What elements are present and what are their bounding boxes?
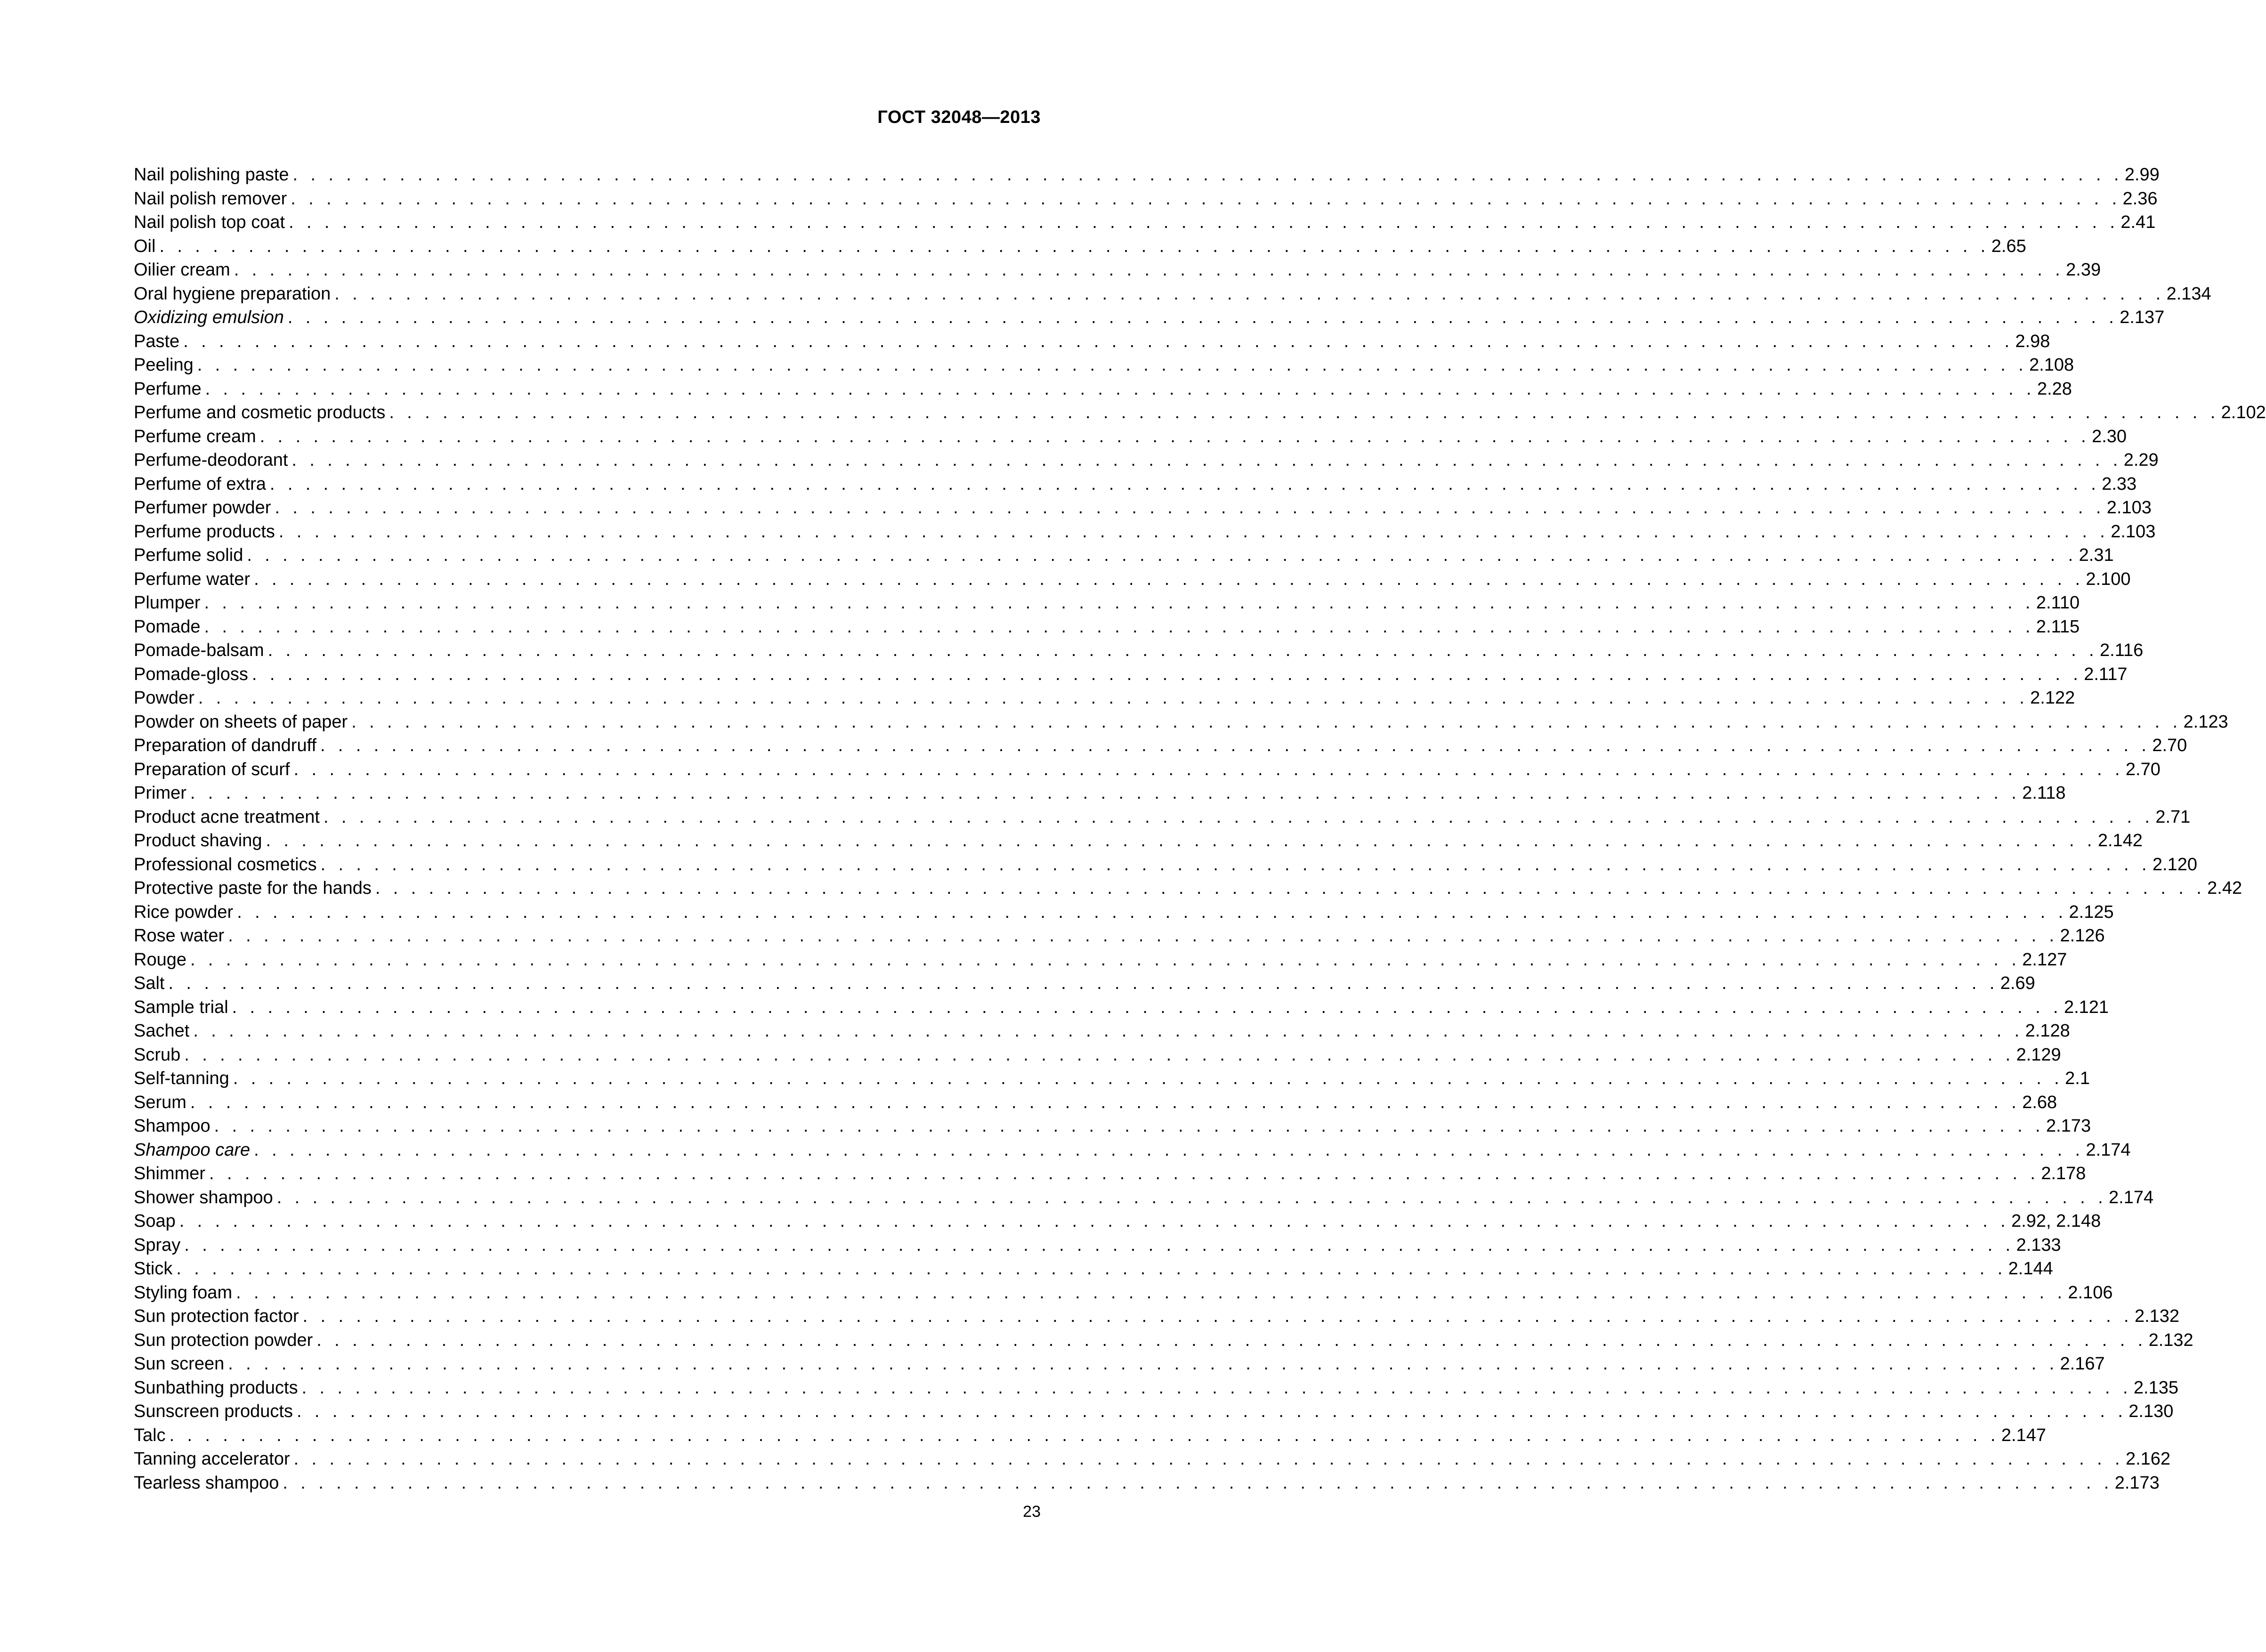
index-entry-reference: 2.133	[2016, 1235, 2061, 1255]
index-entry-reference: 2.134	[2166, 283, 2211, 304]
index-entry-reference: 2.173	[2114, 1473, 2160, 1493]
index-entry	[134, 567, 2131, 591]
dot-leader: . . . . . . . . . . . . . . . . . . . . . . . . . . . . . . . . . . . . . . . . . . . . . . . . . . . . . . . . . . . . . . . . . . . . . . . . . . . . . . . . . . . . . . . . . . . . . . . . . . . . . . .	[389, 403, 2219, 422]
index-entry	[134, 996, 2109, 1020]
index-entry	[134, 900, 2114, 924]
index-entry-term: Preparation of scurf	[134, 759, 290, 779]
index-entry-reference: 2.1	[2065, 1069, 2090, 1088]
dot-leader: . . . . . . . . . . . . . . . . . . . . . . . . . . . . . . . . . . . . . . . . . . . . . . . . . . . . . . . . . . . . . . . . . . . . . . . . . . . . . . . . . . . . . . . . . . . . . . . . . . . . . . .	[184, 1235, 2015, 1255]
index-entry	[134, 306, 2165, 330]
dot-leader: . . . . . . . . . . . . . . . . . . . . . . . . . . . . . . . . . . . . . . . . . . . . . . . . . . . . . . . . . . . . . . . . . . . . . . . . . . . . . . . . . . . . . . . . . . . . . . . . . . . . . . .	[197, 355, 2028, 375]
index-entry	[134, 1376, 2178, 1400]
index-entry-reference: 2.173	[2046, 1116, 2091, 1136]
dot-leader: . . . . . . . . . . . . . . . . . . . . . . . . . . . . . . . . . . . . . . . . . . . . . . . . . . . . . . . . . . . . . . . . . . . . . . . . . . . . . . . . . . . . . . . . . . . . . . . . . . . . . . .	[316, 1330, 2147, 1350]
index-entry	[134, 1400, 2174, 1424]
dot-leader: . . . . . . . . . . . . . . . . . . . . . . . . . . . . . . . . . . . . . . . . . . . . . . . . . . . . . . . . . . . . . . . . . . . . . . . . . . . . . . . . . . . . . . . . . . . . . . . . . . . . . . .	[278, 521, 2109, 542]
index-entry-reference: 2.29	[2123, 450, 2159, 470]
index-entry-reference: 2.147	[2001, 1425, 2046, 1445]
index-entry-term: Salt	[134, 973, 165, 993]
index-entry-term: Powder	[134, 688, 194, 708]
index-entry-term: Sunbathing products	[134, 1377, 298, 1398]
index-entry-reference: 2.174	[2109, 1187, 2154, 1207]
index-entry-term: Pomade-gloss	[134, 664, 248, 684]
index-entry-term: Pomade	[134, 616, 201, 637]
index-entry	[134, 829, 2143, 853]
index-entry-term: Scrub	[134, 1045, 181, 1065]
index-entry-reference: 2.102	[2221, 403, 2266, 422]
index-entry	[134, 448, 2159, 472]
index-entry	[134, 1209, 2101, 1233]
index-entry-reference: 2.69	[2000, 973, 2035, 993]
index-entry-reference: 2.130	[2128, 1401, 2174, 1421]
dot-leader: . . . . . . . . . . . . . . . . . . . . . . . . . . . . . . . . . . . . . . . . . . . . . . . . . . . . . . . . . . . . . . . . . . . . . . . . . . . . . . . . . . . . . . . . . . . . . . . . . . . . . . .	[302, 1306, 2133, 1326]
index-entry-reference: 2.33	[2102, 474, 2137, 494]
index-entry	[134, 425, 2127, 449]
index-entry	[134, 1281, 2113, 1305]
dot-leader: . . . . . . . . . . . . . . . . . . . . . . . . . . . . . . . . . . . . . . . . . . . . . . . . . . . . . . . . . . . . . . . . . . . . . . . . . . . . . . . . . . . . . . . . . . . . . . . . . . . . . . .	[351, 712, 2182, 732]
index-entry-reference: 2.135	[2133, 1377, 2178, 1398]
index-entry	[134, 734, 2187, 758]
index-entry-term: Professional cosmetics	[134, 854, 317, 875]
index-entry	[134, 1447, 2171, 1471]
index-entry-reference: 2.92, 2.148	[2011, 1211, 2101, 1231]
index-entry-reference: 2.116	[2100, 640, 2144, 660]
index-entry-term: Shower shampoo	[134, 1187, 273, 1207]
index-entry	[134, 282, 2211, 306]
index-entry	[134, 235, 2026, 259]
index-entry-reference: 2.118	[2022, 783, 2066, 803]
index-entry-reference: 2.125	[2069, 902, 2114, 922]
index-entry	[134, 1352, 2105, 1376]
index-entry	[134, 876, 2242, 900]
dot-leader: . . . . . . . . . . . . . . . . . . . . . . . . . . . . . . . . . . . . . . . . . . . . . . . . . . . . . . . . . . . . . . . . . . . . . . . . . . . . . . . . . . . . . . . . . . . . . . . . . . . . . . .	[179, 1211, 2010, 1231]
index-entry-reference: 2.132	[2148, 1330, 2193, 1350]
dot-leader: . . . . . . . . . . . . . . . . . . . . . . . . . . . . . . . . . . . . . . . . . . . . . . . . . . . . . . . . . . . . . . . . . . . . . . . . . . . . . . . . . . . . . . . . . . . . . . . . . . . . . . .	[169, 1425, 1999, 1445]
dot-leader: . . . . . . . . . . . . . . . . . . . . . . . . . . . . . . . . . . . . . . . . . . . . . . . . . . . . . . . . . . . . . . . . . . . . . . . . . . . . . . . . . . . . . . . . . . . . . . . . . . . . . . .	[176, 1259, 2007, 1279]
index-entry	[134, 211, 2156, 235]
dot-leader: . . . . . . . . . . . . . . . . . . . . . . . . . . . . . . . . . . . . . . . . . . . . . . . . . . . . . . . . . . . . . . . . . . . . . . . . . . . . . . . . . . . . . . . . . . . . . . . . . . . . . . .	[184, 1045, 2015, 1065]
dot-leader: . . . . . . . . . . . . . . . . . . . . . . . . . . . . . . . . . . . . . . . . . . . . . . . . . . . . . . . . . . . . . . . . . . . . . . . . . . . . . . . . . . . . . . . . . . . . . . . . . . . . . . .	[296, 1401, 2127, 1421]
index-entry-reference: 2.115	[2036, 616, 2080, 637]
dot-leader: . . . . . . . . . . . . . . . . . . . . . . . . . . . . . . . . . . . . . . . . . . . . . . . . . . . . . . . . . . . . . . . . . . . . . . . . . . . . . . . . . . . . . . . . . . . . . . . . . . . . . . .	[234, 260, 2064, 280]
dot-leader: . . . . . . . . . . . . . . . . . . . . . . . . . . . . . . . . . . . . . . . . . . . . . . . . . . . . . . . . . . . . . . . . . . . . . . . . . . . . . . . . . . . . . . . . . . . . . . . . . . . . . . .	[375, 878, 2206, 898]
index-entry-reference: 2.36	[2122, 188, 2158, 209]
index-entry-reference: 2.106	[2068, 1282, 2113, 1303]
index-entry-reference: 2.178	[2041, 1164, 2086, 1183]
index-entry-reference: 2.100	[2086, 569, 2131, 589]
dot-leader: . . . . . . . . . . . . . . . . . . . . . . . . . . . . . . . . . . . . . . . . . . . . . . . . . . . . . . . . . . . . . . . . . . . . . . . . . . . . . . . . . . . . . . . . . . . . . . . . . . . . . . .	[324, 807, 2154, 827]
index-entry-reference: 2.129	[2016, 1045, 2061, 1065]
index-entry-term: Serum	[134, 1092, 186, 1112]
dot-leader: . . . . . . . . . . . . . . . . . . . . . . . . . . . . . . . . . . . . . . . . . . . . . . . . . . . . . . . . . . . . . . . . . . . . . . . . . . . . . . . . . . . . . . . . . . . . . . . . . . . . . . .	[233, 1069, 2064, 1088]
index-entry-term: Stick	[134, 1259, 173, 1279]
dot-leader: . . . . . . . . . . . . . . . . . . . . . . . . . . . . . . . . . . . . . . . . . . . . . . . . . . . . . . . . . . . . . . . . . . . . . . . . . . . . . . . . . . . . . . . . . . . . . . . . . . . . . . .	[236, 1282, 2066, 1303]
index-entry-reference: 2.144	[2008, 1259, 2053, 1279]
index-entry-term: Self-tanning	[134, 1069, 229, 1088]
index-entry-term: Nail polishing paste	[134, 165, 289, 185]
dot-leader: . . . . . . . . . . . . . . . . . . . . . . . . . . . . . . . . . . . . . . . . . . . . . . . . . . . . . . . . . . . . . . . . . . . . . . . . . . . . . . . . . . . . . . . . . . . . . . . . . . . . . . .	[190, 1092, 2021, 1112]
index-entry-term: Tanning accelerator	[134, 1449, 290, 1469]
index-entry-reference: 2.103	[2106, 498, 2152, 518]
index-entry-reference: 2.108	[2029, 355, 2074, 375]
index-entry-term: Soap	[134, 1211, 176, 1231]
dot-leader: . . . . . . . . . . . . . . . . . . . . . . . . . . . . . . . . . . . . . . . . . . . . . . . . . . . . . . . . . . . . . . . . . . . . . . . . . . . . . . . . . . . . . . . . . . . . . . . . . . . . . . .	[287, 308, 2118, 327]
index-entry-reference: 2.103	[2111, 521, 2156, 542]
index-entry	[134, 401, 2266, 425]
index-entry	[134, 353, 2074, 377]
index-entry	[134, 377, 2072, 401]
dot-leader: . . . . . . . . . . . . . . . . . . . . . . . . . . . . . . . . . . . . . . . . . . . . . . . . . . . . . . . . . . . . . . . . . . . . . . . . . . . . . . . . . . . . . . . . . . . . . . . . . . . . . . .	[293, 1449, 2124, 1469]
index-entry	[134, 805, 2191, 829]
dot-leader: . . . . . . . . . . . . . . . . . . . . . . . . . . . . . . . . . . . . . . . . . . . . . . . . . . . . . . . . . . . . . . . . . . . . . . . . . . . . . . . . . . . . . . . . . . . . . . . . . . . . . . .	[301, 1377, 2132, 1398]
index-entry	[134, 948, 2067, 972]
dot-leader: . . . . . . . . . . . . . . . . . . . . . . . . . . . . . . . . . . . . . . . . . . . . . . . . . . . . . . . . . . . . . . . . . . . . . . . . . . . . . . . . . . . . . . . . . . . . . . . . . . . . . . .	[254, 1140, 2084, 1160]
index-entry	[134, 639, 2144, 663]
index-entry-reference: 2.110	[2036, 593, 2080, 613]
index-entry-reference: 2.162	[2125, 1449, 2171, 1469]
index-entry-reference: 2.123	[2183, 712, 2228, 732]
document-header-title: ГОСТ 32048—2013	[877, 107, 1041, 127]
index-entry-term: Product acne treatment	[134, 807, 320, 827]
dot-leader: . . . . . . . . . . . . . . . . . . . . . . . . . . . . . . . . . . . . . . . . . . . . . . . . . . . . . . . . . . . . . . . . . . . . . . . . . . . . . . . . . . . . . . . . . . . . . . . . . . . . . . .	[266, 831, 2096, 850]
index-entry-term: Oral hygiene preparation	[134, 283, 331, 304]
dot-leader: . . . . . . . . . . . . . . . . . . . . . . . . . . . . . . . . . . . . . . . . . . . . . . . . . . . . . . . . . . . . . . . . . . . . . . . . . . . . . . . . . . . . . . . . . . . . . . . . . . . . . . .	[251, 664, 2082, 684]
index-entry-reference: 2.70	[2125, 759, 2161, 779]
dot-leader: . . . . . . . . . . . . . . . . . . . . . . . . . . . . . . . . . . . . . . . . . . . . . . . . . . . . . . . . . . . . . . . . . . . . . . . . . . . . . . . . . . . . . . . . . . . . . . . . . . . . . . .	[293, 759, 2124, 779]
index-entry-term: Perfume water	[134, 569, 251, 589]
index-entry	[134, 591, 2080, 615]
dot-leader: . . . . . . . . . . . . . . . . . . . . . . . . . . . . . . . . . . . . . . . . . . . . . . . . . . . . . . . . . . . . . . . . . . . . . . . . . . . . . . . . . . . . . . . . . . . . . . . . . . . . . . .	[247, 545, 2077, 565]
index-entry-reference: 2.70	[2152, 736, 2187, 755]
dot-leader: . . . . . . . . . . . . . . . . . . . . . . . . . . . . . . . . . . . . . . . . . . . . . . . . . . . . . . . . . . . . . . . . . . . . . . . . . . . . . . . . . . . . . . . . . . . . . . . . . . . . . . .	[228, 926, 2058, 946]
index-entry	[134, 163, 2160, 187]
index-entry-reference: 2.30	[2092, 426, 2127, 446]
index-entry-term: Perfume-deodorant	[134, 450, 288, 470]
index-entry	[134, 1304, 2180, 1328]
dot-leader: . . . . . . . . . . . . . . . . . . . . . . . . . . . . . . . . . . . . . . . . . . . . . . . . . . . . . . . . . . . . . . . . . . . . . . . . . . . . . . . . . . . . . . . . . . . . . . . . . . . . . . .	[320, 854, 2151, 875]
index-entry-term: Sun protection powder	[134, 1330, 313, 1350]
index-entry-term: Powder on sheets of paper	[134, 712, 348, 732]
index-entry-reference: 2.167	[2060, 1354, 2105, 1374]
index-entry	[134, 1043, 2061, 1067]
index-entry-term: Tearless shampoo	[134, 1473, 279, 1493]
dot-leader: . . . . . . . . . . . . . . . . . . . . . . . . . . . . . . . . . . . . . . . . . . . . . . . . . . . . . . . . . . . . . . . . . . . . . . . . . . . . . . . . . . . . . . . . . . . . . . . . . . . . . . .	[228, 1354, 2058, 1374]
dot-leader: . . . . . . . . . . . . . . . . . . . . . . . . . . . . . . . . . . . . . . . . . . . . . . . . . . . . . . . . . . . . . . . . . . . . . . . . . . . . . . . . . . . . . . . . . . . . . . . . . . . . . . .	[209, 1164, 2039, 1183]
index-entry-term: Oxidizing emulsion	[134, 308, 284, 327]
dot-leader: . . . . . . . . . . . . . . . . . . . . . . . . . . . . . . . . . . . . . . . . . . . . . . . . . . . . . . . . . . . . . . . . . . . . . . . . . . . . . . . . . . . . . . . . . . . . . . . . . . . . . . .	[198, 688, 2029, 708]
index-entry-reference: 2.127	[2022, 949, 2067, 970]
index-entry	[134, 1091, 2057, 1115]
index-entry-term: Product shaving	[134, 831, 262, 850]
dot-leader: . . . . . . . . . . . . . . . . . . . . . . . . . . . . . . . . . . . . . . . . . . . . . . . . . . . . . . . . . . . . . . . . . . . . . . . . . . . . . . . . . . . . . . . . . . . . . . . . . . . . . . .	[204, 616, 2034, 637]
index-entry-term: Sun screen	[134, 1354, 225, 1374]
index-entry	[134, 1471, 2160, 1495]
dot-leader: . . . . . . . . . . . . . . . . . . . . . . . . . . . . . . . . . . . . . . . . . . . . . . . . . . . . . . . . . . . . . . . . . . . . . . . . . . . . . . . . . . . . . . . . . . . . . . . . . . . . . . .	[232, 997, 2062, 1017]
dot-leader: . . . . . . . . . . . . . . . . . . . . . . . . . . . . . . . . . . . . . . . . . . . . . . . . . . . . . . . . . . . . . . . . . . . . . . . . . . . . . . . . . . . . . . . . . . . . . . . . . . . . . . .	[190, 949, 2021, 970]
dot-leader: . . . . . . . . . . . . . . . . . . . . . . . . . . . . . . . . . . . . . . . . . . . . . . . . . . . . . . . . . . . . . . . . . . . . . . . . . . . . . . . . . . . . . . . . . . . . . . . . . . . . . . .	[183, 331, 2014, 351]
dot-leader: . . . . . . . . . . . . . . . . . . . . . . . . . . . . . . . . . . . . . . . . . . . . . . . . . . . . . . . . . . . . . . . . . . . . . . . . . . . . . . . . . . . . . . . . . . . . . . . . . . . . . . .	[259, 426, 2090, 446]
index-entry-reference: 2.28	[2037, 379, 2072, 399]
index-entry	[134, 663, 2128, 687]
index-entry-term: Perfume and cosmetic products	[134, 403, 386, 422]
index-entry	[134, 686, 2075, 710]
index-entry-reference: 2.122	[2030, 688, 2075, 708]
index-entry-term: Perfume cream	[134, 426, 256, 446]
index-entry-term: Perfume products	[134, 521, 275, 542]
index-entry	[134, 520, 2156, 544]
index-entry-term: Perfume of extra	[134, 474, 266, 494]
dot-leader: . . . . . . . . . . . . . . . . . . . . . . . . . . . . . . . . . . . . . . . . . . . . . . . . . . . . . . . . . . . . . . . . . . . . . . . . . . . . . . . . . . . . . . . . . . . . . . . . . . . . . . .	[275, 498, 2105, 518]
index-entry-reference: 2.71	[2155, 807, 2191, 827]
index-entry-reference: 2.126	[2060, 926, 2105, 946]
index-entry-reference: 2.42	[2207, 878, 2242, 898]
index-entry	[134, 781, 2066, 805]
index-entry-term: Talc	[134, 1425, 166, 1445]
index-entry-reference: 2.39	[2066, 260, 2101, 280]
index-entry	[134, 1019, 2070, 1043]
index-entry-term: Primer	[134, 783, 186, 803]
index-entry-term: Oilier cream	[134, 260, 230, 280]
index-entry-term: Sample trial	[134, 997, 228, 1017]
index-entry-term: Pomade-balsam	[134, 640, 264, 660]
index-entry	[134, 1067, 2090, 1091]
index-entry-reference: 2.132	[2134, 1306, 2180, 1326]
index-entry-reference: 2.174	[2086, 1140, 2131, 1160]
index-entry	[134, 187, 2158, 211]
index-entry	[134, 1257, 2053, 1281]
index-entry-reference: 2.121	[2064, 997, 2109, 1017]
dot-leader: . . . . . . . . . . . . . . . . . . . . . . . . . . . . . . . . . . . . . . . . . . . . . . . . . . . . . . . . . . . . . . . . . . . . . . . . . . . . . . . . . . . . . . . . . . . . . . . . . . . . . . .	[205, 379, 2035, 399]
index-entry	[134, 1186, 2154, 1210]
dot-leader: . . . . . . . . . . . . . . . . . . . . . . . . . . . . . . . . . . . . . . . . . . . . . . . . . . . . . . . . . . . . . . . . . . . . . . . . . . . . . . . . . . . . . . . . . . . . . . . . . . . . . . .	[283, 1473, 2113, 1493]
index-entry-term: Rice powder	[134, 902, 234, 922]
index-entry-reference: 2.41	[2120, 212, 2156, 232]
index-entry-term: Styling foam	[134, 1282, 233, 1303]
index-entry-reference: 2.99	[2124, 165, 2160, 185]
index-entry-term: Perfumer powder	[134, 498, 271, 518]
index-entry-reference: 2.65	[1991, 236, 2026, 256]
index-entry-term: Perfume solid	[134, 545, 243, 565]
index-entry	[134, 1162, 2086, 1186]
dot-leader: . . . . . . . . . . . . . . . . . . . . . . . . . . . . . . . . . . . . . . . . . . . . . . . . . . . . . . . . . . . . . . . . . . . . . . . . . . . . . . . . . . . . . . . . . . . . . . . . . . . . . . .	[237, 902, 2067, 922]
index-entry	[134, 924, 2105, 948]
index-entry-term: Nail polish top coat	[134, 212, 285, 232]
index-entry-term: Peeling	[134, 355, 194, 375]
dot-leader: . . . . . . . . . . . . . . . . . . . . . . . . . . . . . . . . . . . . . . . . . . . . . . . . . . . . . . . . . . . . . . . . . . . . . . . . . . . . . . . . . . . . . . . . . . . . . . . . . . . . . . .	[320, 736, 2151, 755]
dot-leader: . . . . . . . . . . . . . . . . . . . . . . . . . . . . . . . . . . . . . . . . . . . . . . . . . . . . . . . . . . . . . . . . . . . . . . . . . . . . . . . . . . . . . . . . . . . . . . . . . . . . . . .	[292, 165, 2123, 185]
index-entry-term: Paste	[134, 331, 180, 351]
dot-leader: . . . . . . . . . . . . . . . . . . . . . . . . . . . . . . . . . . . . . . . . . . . . . . . . . . . . . . . . . . . . . . . . . . . . . . . . . . . . . . . . . . . . . . . . . . . . . . . . . . . . . . .	[204, 593, 2034, 613]
index-entry	[134, 543, 2114, 567]
index-entry	[134, 758, 2161, 782]
index-entry-term: Protective paste for the hands	[134, 878, 372, 898]
index-entry	[134, 615, 2080, 639]
index-entry-reference: 2.98	[2015, 331, 2050, 351]
index-entry	[134, 496, 2152, 520]
index-entry	[134, 1424, 2046, 1448]
index-entry	[134, 330, 2050, 354]
index-entry	[134, 1328, 2193, 1352]
dot-leader: . . . . . . . . . . . . . . . . . . . . . . . . . . . . . . . . . . . . . . . . . . . . . . . . . . . . . . . . . . . . . . . . . . . . . . . . . . . . . . . . . . . . . . . . . . . . . . . . . . . . . . .	[193, 1021, 2023, 1041]
index-entry-term: Nail polish remover	[134, 188, 287, 209]
index-entry-term: Sunscreen products	[134, 1401, 293, 1421]
index-entry-reference: 2.117	[2084, 664, 2128, 684]
index-entry-reference: 2.31	[2079, 545, 2114, 565]
dot-leader: . . . . . . . . . . . . . . . . . . . . . . . . . . . . . . . . . . . . . . . . . . . . . . . . . . . . . . . . . . . . . . . . . . . . . . . . . . . . . . . . . . . . . . . . . . . . . . . . . . . . . . .	[168, 973, 1999, 993]
index-entry-reference: 2.142	[2097, 831, 2143, 850]
index-entry-term: Oil	[134, 236, 156, 256]
index-entry-term: Preparation of dandruff	[134, 736, 317, 755]
index-entry	[134, 1138, 2131, 1162]
index-entry-term: Sun protection factor	[134, 1306, 299, 1326]
dot-leader: . . . . . . . . . . . . . . . . . . . . . . . . . . . . . . . . . . . . . . . . . . . . . . . . . . . . . . . . . . . . . . . . . . . . . . . . . . . . . . . . . . . . . . . . . . . . . . . . . . . . . . .	[269, 474, 2100, 494]
dot-leader: . . . . . . . . . . . . . . . . . . . . . . . . . . . . . . . . . . . . . . . . . . . . . . . . . . . . . . . . . . . . . . . . . . . . . . . . . . . . . . . . . . . . . . . . . . . . . . . . . . . . . . .	[291, 450, 2122, 470]
index-entry	[134, 1233, 2061, 1257]
index-entry-reference: 2.128	[2025, 1021, 2070, 1041]
index-entry-reference: 2.68	[2022, 1092, 2057, 1112]
index-entry	[134, 853, 2197, 877]
index-entry	[134, 972, 2035, 996]
dot-leader: . . . . . . . . . . . . . . . . . . . . . . . . . . . . . . . . . . . . . . . . . . . . . . . . . . . . . . . . . . . . . . . . . . . . . . . . . . . . . . . . . . . . . . . . . . . . . . . . . . . . . . .	[334, 283, 2165, 304]
dot-leader: . . . . . . . . . . . . . . . . . . . . . . . . . . . . . . . . . . . . . . . . . . . . . . . . . . . . . . . . . . . . . . . . . . . . . . . . . . . . . . . . . . . . . . . . . . . . . . . . . . . . . . .	[214, 1116, 2044, 1136]
index-entry-term: Rose water	[134, 926, 225, 946]
dot-leader: . . . . . . . . . . . . . . . . . . . . . . . . . . . . . . . . . . . . . . . . . . . . . . . . . . . . . . . . . . . . . . . . . . . . . . . . . . . . . . . . . . . . . . . . . . . . . . . . . . . . . . .	[291, 188, 2121, 209]
index-entry-reference: 2.137	[2120, 308, 2165, 327]
index-entry-term: Shimmer	[134, 1164, 206, 1183]
index-entry-term: Shampoo	[134, 1116, 210, 1136]
index-entry	[134, 472, 2137, 496]
index-entry-term: Perfume	[134, 379, 202, 399]
dot-leader: . . . . . . . . . . . . . . . . . . . . . . . . . . . . . . . . . . . . . . . . . . . . . . . . . . . . . . . . . . . . . . . . . . . . . . . . . . . . . . . . . . . . . . . . . . . . . . . . . . . . . . .	[254, 569, 2084, 589]
index-entry	[134, 710, 2228, 734]
index-entry	[134, 1114, 2091, 1138]
dot-leader: . . . . . . . . . . . . . . . . . . . . . . . . . . . . . . . . . . . . . . . . . . . . . . . . . . . . . . . . . . . . . . . . . . . . . . . . . . . . . . . . . . . . . . . . . . . . . . . . . . . . . . .	[289, 212, 2119, 232]
index-entry-reference: 2.120	[2152, 854, 2197, 875]
term-index-list	[134, 163, 2266, 1495]
index-entry-term: Rouge	[134, 949, 186, 970]
index-entry-term: Shampoo care	[134, 1140, 251, 1160]
index-entry-term: Sachet	[134, 1021, 190, 1041]
dot-leader: . . . . . . . . . . . . . . . . . . . . . . . . . . . . . . . . . . . . . . . . . . . . . . . . . . . . . . . . . . . . . . . . . . . . . . . . . . . . . . . . . . . . . . . . . . . . . . . . . . . . . . .	[276, 1187, 2107, 1207]
dot-leader: . . . . . . . . . . . . . . . . . . . . . . . . . . . . . . . . . . . . . . . . . . . . . . . . . . . . . . . . . . . . . . . . . . . . . . . . . . . . . . . . . . . . . . . . . . . . . . . . . . . . . . .	[267, 640, 2098, 660]
dot-leader: . . . . . . . . . . . . . . . . . . . . . . . . . . . . . . . . . . . . . . . . . . . . . . . . . . . . . . . . . . . . . . . . . . . . . . . . . . . . . . . . . . . . . . . . . . . . . . . . . . . . . . .	[159, 236, 1990, 256]
index-entry-term: Spray	[134, 1235, 181, 1255]
index-entry-term: Plumper	[134, 593, 201, 613]
dot-leader: . . . . . . . . . . . . . . . . . . . . . . . . . . . . . . . . . . . . . . . . . . . . . . . . . . . . . . . . . . . . . . . . . . . . . . . . . . . . . . . . . . . . . . . . . . . . . . . . . . . . . . .	[190, 783, 2021, 803]
page-number: 23	[1023, 1503, 1041, 1521]
index-entry	[134, 258, 2101, 282]
